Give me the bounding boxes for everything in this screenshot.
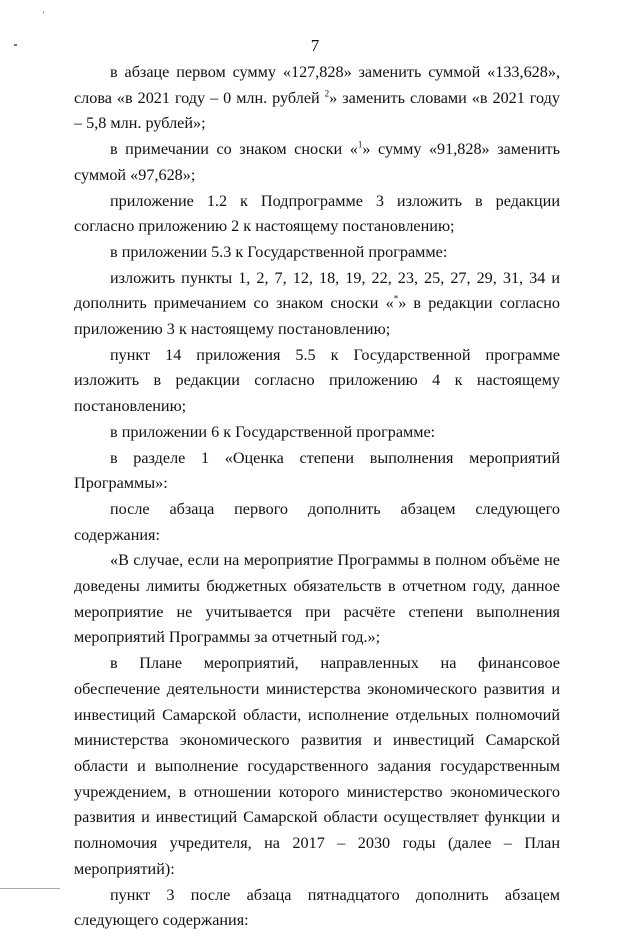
footnote-mark: 2 (324, 88, 330, 99)
paragraph: в примечании со знаком сноски «$^1$» сумму «91,828» заменить суммой «97,628»; (74, 139, 560, 184)
scan-speck: ʼ (42, 10, 45, 20)
paragraph: в приложении 6 к Государственной программе: (110, 422, 436, 441)
scan-mark (0, 888, 60, 889)
paragraph: в абзаце первом сумму «127,828» заменить суммой «133,628», слова «в 2021 году – 0 млн. рублей $^2$» заменить словами «в 2021 году – 5,8 млн. рублей»; (74, 63, 560, 133)
paragraph: пункт 14 приложения 5.5 к Государственной программе изложить в редакции согласно приложению 4 к настоящему постановлению; (74, 345, 560, 416)
paragraph: в Плане мероприятий, направленных на финансовое обеспечение деятельности министерства экономического развития и инвестиций Самарской области, исполнение отдельных полномочий министерства экономического развития и инвестиций Самарской области и выполнение государственного задания государственным учреждением, в отношении которого министерство экономического развития и инвестиций Самарской области осуществляет функции и полномочия учредителя, на 2017 – 2030 годы (далее – План мероприятий): (74, 654, 560, 878)
paragraph: пункт 3 после абзаца пятнадцатого дополнить абзацем следующего содержания: (74, 885, 560, 930)
paragraph: приложение 1.2 к Подпрограмме 3 изложить в редакции согласно приложению 2 к настоящему постановлению; (74, 191, 560, 236)
body-text (74, 60, 560, 934)
paragraph: изложить пункты 1, 2, 7, 12, 18, 19, 22, 23, 25, 27, 29, 31, 34 и дополнить примечанием со знаком сноски «*» в редакции согласно приложению 3 к настоящему постановлению; (74, 268, 560, 339)
paragraph: после абзаца первого дополнить абзацем следующего содержания: (74, 499, 560, 544)
page-number: 7 (310, 36, 320, 55)
paragraph: в приложении 5.3 к Государственной программе: (110, 242, 448, 261)
footnote-mark: 1 (357, 139, 363, 150)
footnote-mark: * (393, 293, 399, 304)
paragraph: в разделе 1 «Оценка степени выполнения мероприятий Программы»: (74, 448, 560, 493)
quoted-paragraph: «В случае, если на мероприятие Программы в полном объёме не доведены лимиты бюджетных обязательств в отчетном году, данное мероприятие не учитывается при расчёте степени выполнения мероприятий Программы за отчетный год.»; (74, 551, 560, 647)
